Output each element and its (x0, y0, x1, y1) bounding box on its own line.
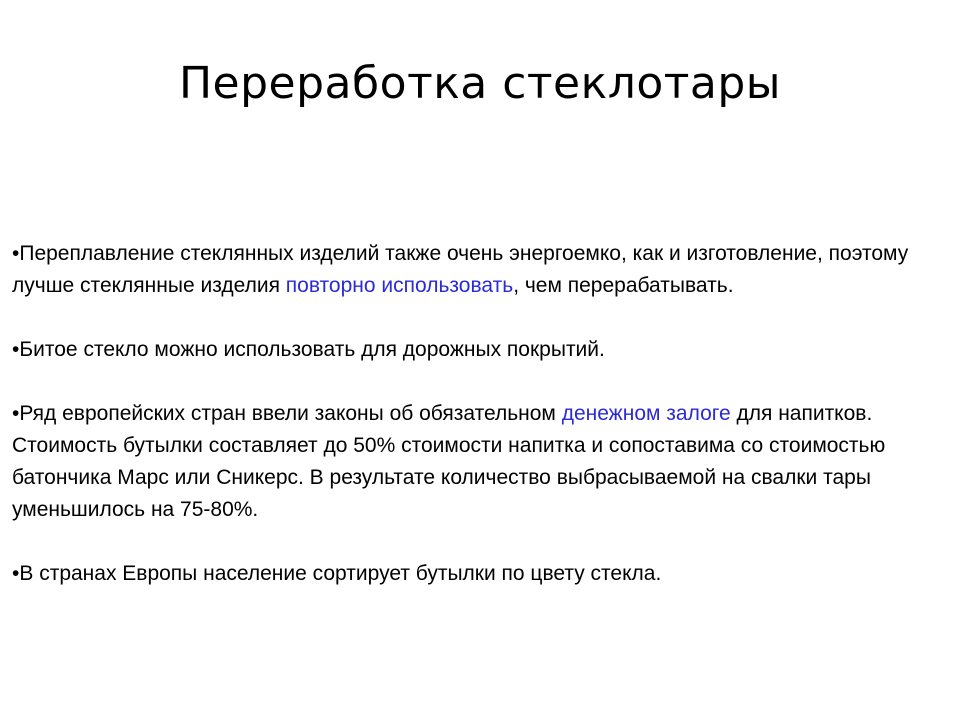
bullet-item-3 (12, 398, 942, 526)
slide-title: Переработка стеклотары (178, 58, 782, 109)
bullet-text: Битое стекло можно использовать для дорожных покрытий. (19, 338, 605, 361)
bullet-dot: • (12, 402, 20, 425)
bullet-text: , чем перерабатывать. (513, 274, 734, 297)
bullet-text: Ряд европейских стран ввели законы об обязательном (19, 402, 562, 425)
bullet-item-4 (12, 558, 942, 590)
bullet-text: В странах Европы население сортирует бутылки по цвету стекла. (19, 562, 662, 585)
bullet-text: для напитков. Стоимость бутылки составляет до 50% стоимости напитка и сопоставима со стоимостью батончика Марс или Сникерс. В результате количество выбрасываемой на свалки тары уменьшилось на 75-80%. (12, 402, 886, 521)
bullet-text: Переплавление стеклянных изделий также очень энергоемко, как и изготовление, поэтому лучше стеклянные изделия (12, 242, 909, 297)
bullet-item-1 (12, 238, 942, 302)
link-reuse[interactable]: повторно использовать (285, 274, 514, 297)
bullet-dot: • (12, 562, 20, 585)
bullet-dot: • (12, 338, 20, 361)
bullet-list (12, 238, 942, 590)
bullet-dot: • (12, 242, 20, 265)
bullet-item-2 (12, 334, 942, 366)
link-deposit[interactable]: денежном залоге (561, 402, 731, 425)
